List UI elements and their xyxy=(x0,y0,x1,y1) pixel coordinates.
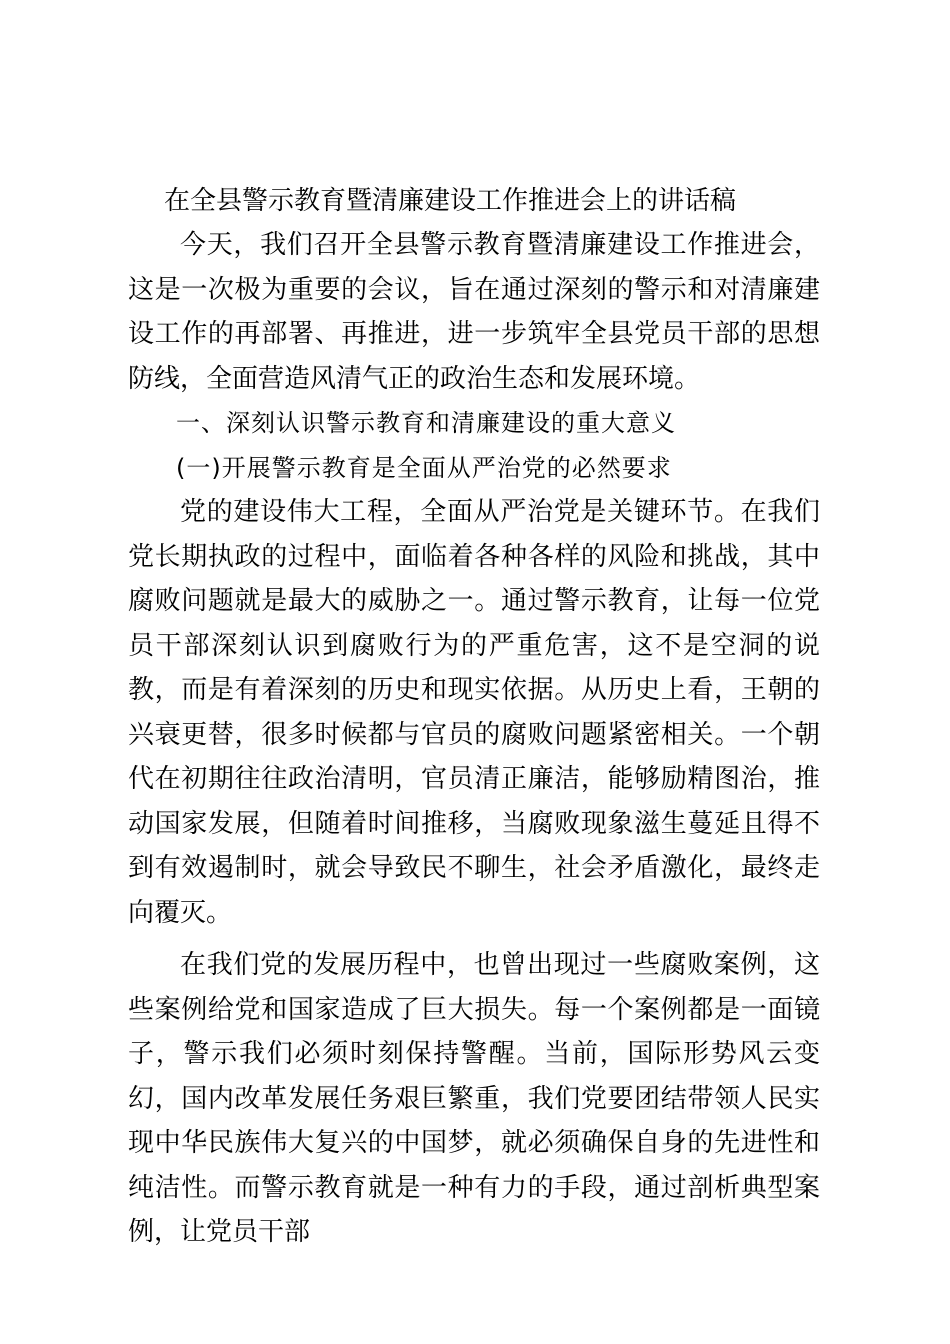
body-paragraph-2: 在我们党的发展历程中，也曾出现过一些腐败案例，这些案例给党和国家造成了巨大损失。每一个案例都是一面镜子，警示我们必须时刻保持警醒。当前，国际形势风云变幻，国内改革发展任务艰巨繁重，我们党要团结带领人民实现中华民族伟大复兴的中国梦，就必须确保自身的先进性和纯洁性。而警示教育就是一种有力的手段，通过剖析典型案例，让党员干部 xyxy=(128,950,820,1247)
paragraph-gap xyxy=(128,935,820,943)
document-title: 在全县警示教育暨清廉建设工作推进会上的讲话稿 xyxy=(164,186,737,216)
subsection-heading: (一)开展警示教育是全面从严治党的必然要求 xyxy=(176,453,672,482)
section-heading: 一、深刻认识警示教育和清廉建设的重大意义 xyxy=(176,409,676,437)
intro-paragraph: 今天，我们召开全县警示教育暨清廉建设工作推进会，这是一次极为重要的会议，旨在通过深刻的警示和对清廉建设工作的再部署、再推进，进一步筑牢全县党员干部的思想防线，全面营造风清气正的政治生态和发展环境。 xyxy=(128,230,820,394)
document-body xyxy=(128,179,820,1255)
body-paragraph-1: 党的建设伟大工程，全面从严治党是关键环节。在我们党长期执政的过程中，面临着各种各样的风险和挑战，其中腐败问题就是最大的威胁之一。通过警示教育，让每一位党员干部深刻认识到腐败行为的严重危害，这不是空洞的说教，而是有着深刻的历史和现实依据。从历史上看，王朝的兴衰更替，很多时候都与官员的腐败问题紧密相关。一个朝代在初期往往政治清明，官员清正廉洁，能够励精图治，推动国家发展，但随着时间推移，当腐败现象滋生蔓延且得不到有效遏制时，就会导致民不聊生，社会矛盾激化，最终走向覆灭。 xyxy=(128,497,820,928)
